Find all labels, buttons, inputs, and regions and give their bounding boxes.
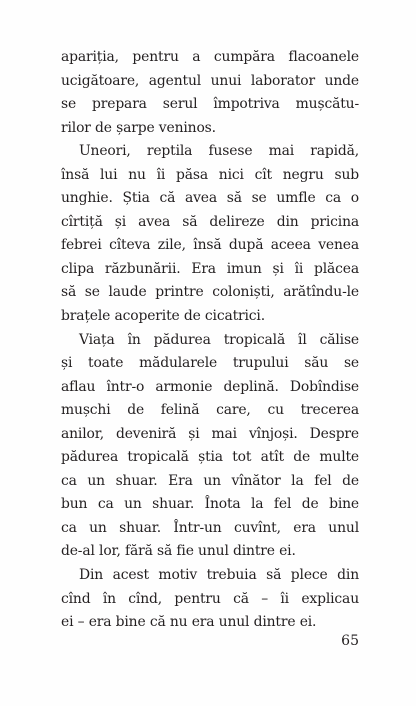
- text-line: se prepara serul împotriva mușcătu-: [61, 96, 359, 113]
- text-line: cînd în cînd, pentru că – îi explicau: [61, 590, 359, 607]
- text-line: unghie. Știa că avea să se umfle ca o: [61, 190, 359, 207]
- text-line: însă lui nu îi păsa nici cît negru sub: [61, 166, 359, 183]
- paragraph: [61, 564, 359, 635]
- text-line: brațele acoperite de cicatrici.: [61, 308, 265, 325]
- text-line: clipa răzbunării. Era imun și îi plăcea: [61, 260, 359, 277]
- text-line: aflau într-o armonie deplină. Dobîndise: [61, 378, 359, 395]
- text-line: și toate mădularele trupului său se: [61, 355, 359, 372]
- text-line: mușchi de felină care, cu trecerea: [61, 402, 359, 419]
- text-line: ca un shuar. Era un vînător la fel de: [61, 472, 359, 489]
- text-line: Din acest motiv trebuia să plece din: [79, 567, 359, 584]
- text-line: apariția, pentru a cumpăra flacoanele: [61, 49, 359, 65]
- body-text: [61, 46, 359, 635]
- text-line: să se laude printre coloniști, arătîndu-le: [61, 284, 359, 301]
- text-line: ca un shuar. Într-un cuvînt, era unul: [61, 519, 359, 536]
- text-line: de-al lor, fără să fie unul dintre ei.: [61, 543, 296, 560]
- paragraph: [61, 140, 359, 328]
- text-line: febrei cîteva zile, însă după aceea venea: [61, 237, 359, 254]
- text-line: anilor, deveniră și mai vînjoși. Despre: [61, 425, 359, 442]
- text-line: ucigătoare, agentul unui laborator unde: [61, 72, 359, 89]
- text-line: cîrtiță și avea să delireze din pricina: [61, 213, 359, 230]
- text-line: pădurea tropicală știa tot atît de multe: [61, 449, 359, 466]
- text-line: bun ca un shuar. Înota la fel de bine: [61, 496, 359, 513]
- text-line: rilor de șarpe veninos.: [61, 119, 216, 136]
- text-line: ei – era bine că nu era unul dintre ei.: [61, 614, 317, 631]
- text-line: Uneori, reptila fusese mai rapidă,: [79, 143, 359, 160]
- paragraph: [61, 46, 359, 140]
- page-number: 65: [341, 633, 359, 649]
- text-line: Viața în pădurea tropicală îl călise: [79, 331, 359, 348]
- paragraph: [61, 329, 359, 564]
